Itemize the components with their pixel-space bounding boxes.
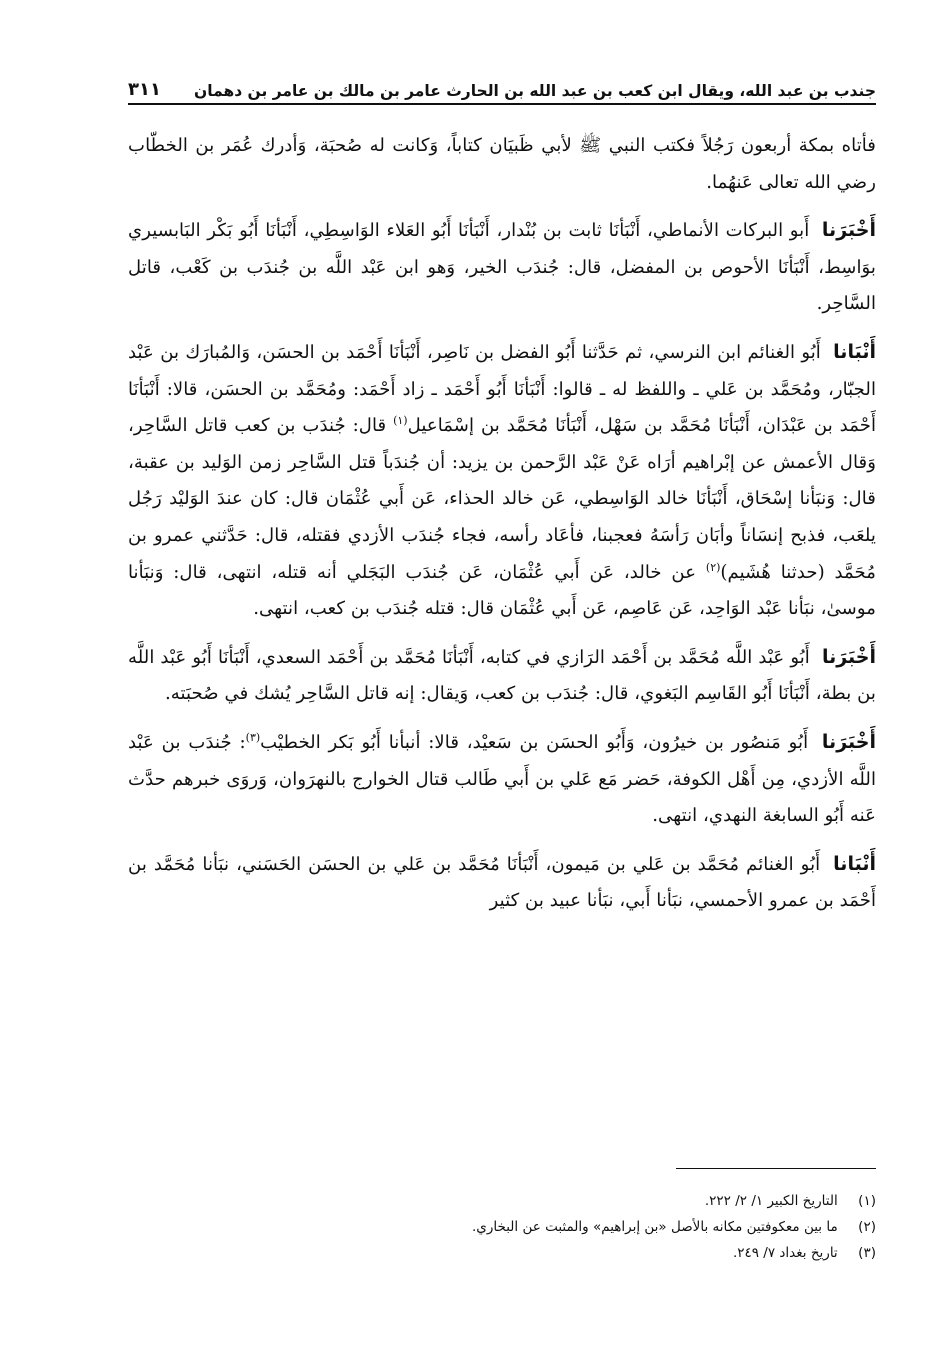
paragraph [128,846,876,920]
footnote-number: (١) [858,1193,876,1209]
paragraph [128,334,876,628]
paragraph-text: أَبُو الغنائم ابن النرسي، ثم حَدَّثنا أَبُو الفضل بن نَاصِر، أَنْبَأنَا أَحْمَد بن الحسَن، وَالمُبارَك بن عَبْد الجبّار، ومُحَمَّد بن عَلي ـ واللفظ له ـ قالوا: أَنْبَأنَا أَبُو أَحْمَد ـ زاد أَحْمَد: ومُحَمَّد بن الحسَن، قالا: أَنْبَأنَا أَحْمَد بن عَبْدَان، أَنْبَأنَا مُحَمَّد بن سَهْل، أَنْبَأنَا مُحَمَّد بن إسْمَاعيل [128,341,876,437]
footnote [128,1214,876,1240]
paragraph-text: أَبُو الغنائم مُحَمَّد بن عَلي بن مَيمون، أَنْبَأنَا مُحَمَّد بن عَلي بن الحسَن الحَسَني، نبَأنا مُحَمَّد بن أَحْمَد بن عمرو الأحمسي، نبَأنا أَبي، نبَأنا عبيد بن كثير [128,853,876,912]
paragraph-text: أَبُو عَبْد اللَّه مُحَمَّد بن أَحْمَد الرَازي في كتابه، أَنْبَأنَا مُحَمَّد بن أَحْمَد السعدي، أَنْبَأنَا أَبُو عَبْد اللَّه بن بطة، أَنْبَأنَا أَبُو القَاسِم البَغوي، قال: جُندَب بن كعب، وَيقال: إنه قاتل السَّاحِر يُشك في صُحبَته. [128,646,876,705]
footnote-reference[interactable]: (١) [393,414,408,428]
footnote-text: التاريخ الكبير ١/ ٢/ ٢٢٢. [704,1193,838,1209]
page-header [128,66,876,100]
footnote-text: ما بين معكوفتين مكانه بالأصل «بن إبراهيم» والمثبت عن البخاري. [472,1219,838,1235]
paragraph-lead-word: أَنْبَانا [833,340,876,363]
footnote-number: (٢) [858,1219,876,1235]
footnote [128,1240,876,1266]
paragraph [128,724,876,835]
paragraph [128,212,876,323]
paragraph-text: قال: جُندَب بن كعب قاتل السَّاحِر، وَقال الأعمش عن إبْراهيم أرَاه عَنْ عَبْد الرَّحمن بن يزيد: أن جُندَباً قتل السَّاحِر زمن الوَليد بن عقبة، قال: وَنبَأنا إسْحَاق، أَنْبَأنَا خالد الوَاسِطي، عَن خالد الحذاء، عَن أَبي عُثْمَان قال: كان عندَ الوَليْد رَجُل يلعَب، فذبح إنسَاناً وأبَان رَأسَهُ فعجبنا، فأعَاد رأسه، فجاء جُندَب الأزدي فقتله، قال: حَدَّثني عمرو بن مُحَمَّد (حدثنا هُشَيم) [128,415,876,583]
paragraph-lead-word: أَخْبَرَنا [821,730,876,753]
page-number: ٣١١ [128,79,161,100]
header-rule [128,103,876,105]
footnote [128,1188,876,1214]
paragraph-text: عن خالد، عَن أَبي عُثْمَان، عَن جُندَب البَجَلي أنه قتله، انتهى، قال: وَنبَأنا موسىٰ، نبَأنا عَبْد الوَاحِد، عَن عَاصِم، عَن أَبي عُثْمَان قال: قتله جُندَب بن كعب، انتهى. [128,561,876,620]
paragraph [128,639,876,713]
footnote-reference[interactable]: (٢) [705,560,721,574]
paragraph-text: فأتاه بمكة أربعون رَجُلاً فكتب النبي ﷺ لأبي ظَبيَان كتاباً، وَكانت له صُحبَة، وَأدرك عُمَر بن الخطّاب رضي الله تعالى عَنهُما. [128,135,876,193]
paragraph-lead-word: أَنْبَانا [833,852,876,875]
paragraph-lead-word: أَخْبَرَنا [821,645,876,668]
paragraph-text: : جُندَب بن عَبْد اللَّه الأزدي، مِن أَهْل الكوفة، حَضر مَع عَلي بن أَبي طَالب قتال الخوارج بالنهرَوان، وَروَى خبرهم حدَّث عَنه أَبُو السابغة النهدي، انتهى. [128,731,876,827]
footnote-number: (٣) [858,1245,876,1261]
paragraph-lead-word: أَخْبَرَنا [821,219,876,242]
footnote-separator [676,1168,876,1169]
footnotes [128,1188,876,1266]
footnote-reference[interactable]: (٣) [245,730,261,744]
running-title: جندب بن عبد الله، ويقال ابن كعب بن عبد الله بن الحارث عامر بن مالك بن عامر بن دهمان [194,82,876,100]
footnote-text: تاريخ بغداد ٧/ ٢٤٩. [732,1245,838,1261]
main-text [128,128,876,931]
paragraph-text: أَبُو مَنصُور بن خيرُون، وَأَبُو الحسَن بن سَعيْد، قالا: أنبأنا أَبُو بَكر الخطيْب [260,731,809,753]
paragraph [128,128,876,201]
paragraph-text: أَبو البركات الأنماطي، أَنْبَأنَا ثابت بن بُنْدار، أَنْبَأنَا أَبُو العَلاء الوَاسِطِي، أَنْبَأنَا أَبُو بَكْر البَابسيري بوَاسِط، أَنْبَأنَا الأحوص بن المفضل، قال: جُندَب الخير، وَهو ابن عَبْد اللَّه بن جُندَب بن كَعْب، قاتل السَّاحِر. [128,220,876,315]
